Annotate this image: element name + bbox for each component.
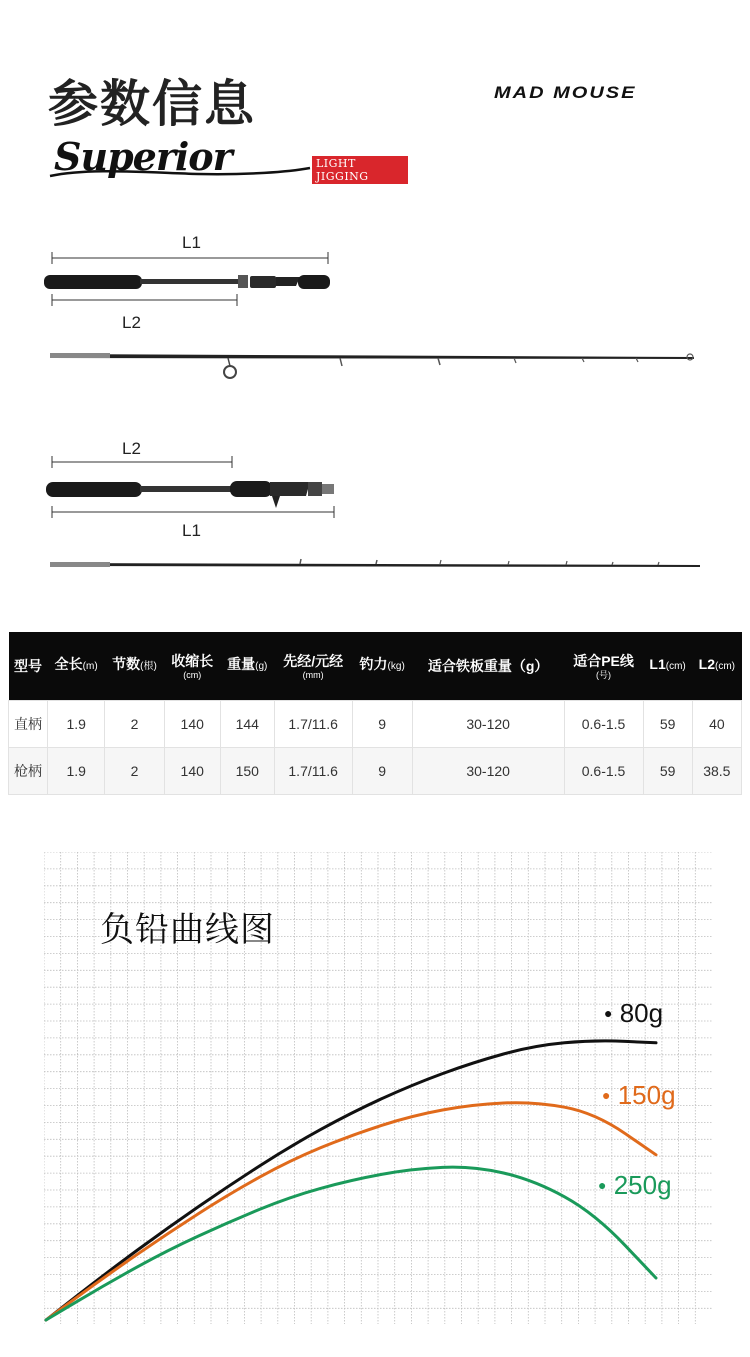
- header-label: 钓力: [359, 656, 388, 673]
- table-header-cell: [220, 632, 274, 700]
- header-unit: (m): [82, 661, 98, 673]
- table-row: [9, 700, 742, 747]
- header-label: 适合铁板重量（g）: [427, 657, 549, 674]
- table-header-cell: [274, 632, 352, 700]
- casting-l2-label: L2: [122, 439, 141, 458]
- header-unit: (根): [140, 661, 157, 673]
- header-label: 重量: [227, 656, 256, 673]
- header-unit: (kg): [387, 661, 405, 673]
- table-cell: 直柄: [9, 700, 48, 747]
- header-label: L2: [698, 656, 716, 673]
- table-cell: 140: [164, 700, 220, 747]
- rod-diagrams: [0, 220, 750, 600]
- table-header-cell: [412, 632, 564, 700]
- table-header-cell: [692, 632, 741, 700]
- header-label: 节数: [112, 656, 141, 673]
- table-cell: 140: [164, 747, 220, 794]
- legend-label-250g: 250g: [613, 1170, 672, 1200]
- table-cell: 1.7/11.6: [274, 747, 352, 794]
- page-title: 参数信息: [48, 75, 256, 133]
- table-cell: 1.9: [48, 747, 105, 794]
- header-unit: (mm): [302, 669, 324, 680]
- legend-150g: [602, 1080, 676, 1111]
- table-cell: 30-120: [412, 700, 564, 747]
- table-cell: 40: [692, 700, 741, 747]
- header-label: 全长: [54, 656, 83, 673]
- legend-dot-icon: ●: [598, 1177, 607, 1193]
- header-label: 先经/元经: [283, 652, 344, 669]
- spec-table: [8, 632, 742, 795]
- table-header-cell: [48, 632, 105, 700]
- spinning-l2-label: L2: [122, 313, 141, 332]
- header-label: 型号: [14, 657, 42, 674]
- table-header-cell: [643, 632, 692, 700]
- spinning-l1-label: L1: [182, 233, 201, 252]
- header-label: 适合PE线: [573, 652, 634, 669]
- header-unit: (cm): [715, 661, 736, 673]
- table-header-row: [9, 632, 742, 700]
- table-cell: 0.6-1.5: [564, 747, 643, 794]
- table-cell: 9: [352, 747, 412, 794]
- legend-label-80g: 80g: [619, 998, 664, 1028]
- table-row: [9, 747, 742, 794]
- table-header-cell: [564, 632, 643, 700]
- table-header-cell: [352, 632, 412, 700]
- table-cell: 59: [643, 700, 692, 747]
- spinning-rod: [50, 353, 694, 378]
- legend-250g: [598, 1170, 672, 1201]
- table-cell: 150: [220, 747, 274, 794]
- legend-dot-icon: ●: [604, 1005, 613, 1021]
- header-unit: (cm): [665, 661, 686, 673]
- table-cell: 59: [643, 747, 692, 794]
- header-unit: (g): [255, 661, 268, 673]
- series-logo: [48, 134, 408, 188]
- series-tag: LIGHT JIGGING: [312, 156, 408, 184]
- casting-l1-label: L1: [182, 521, 201, 540]
- brand-logo: MAD MOUSE: [494, 83, 637, 103]
- legend-dot-icon: ●: [602, 1087, 611, 1103]
- chart-title: 负铅曲线图: [100, 910, 275, 950]
- spinning-handle: [44, 233, 330, 332]
- header-label: L1: [649, 656, 666, 673]
- series-line-150g: [46, 1103, 656, 1320]
- casting-handle: [46, 439, 334, 540]
- table-cell: 枪柄: [9, 747, 48, 794]
- table-cell: 38.5: [692, 747, 741, 794]
- legend-80g: [604, 998, 663, 1029]
- header-unit: (cm): [183, 669, 202, 680]
- casting-rod: [50, 559, 700, 567]
- series-logo-text: Superior: [54, 134, 232, 179]
- legend-label-150g: 150g: [617, 1080, 676, 1110]
- table-cell: 2: [105, 747, 164, 794]
- table-header-cell: [164, 632, 220, 700]
- table-cell: 1.9: [48, 700, 105, 747]
- table-cell: 144: [220, 700, 274, 747]
- table-header-cell: [105, 632, 164, 700]
- table-cell: 2: [105, 700, 164, 747]
- table-cell: 9: [352, 700, 412, 747]
- header-label: 收缩长: [171, 652, 214, 669]
- table-cell: 1.7/11.6: [274, 700, 352, 747]
- header-unit: (号): [596, 669, 612, 680]
- table-cell: 0.6-1.5: [564, 700, 643, 747]
- table-cell: 30-120: [412, 747, 564, 794]
- table-header-cell: [9, 632, 48, 700]
